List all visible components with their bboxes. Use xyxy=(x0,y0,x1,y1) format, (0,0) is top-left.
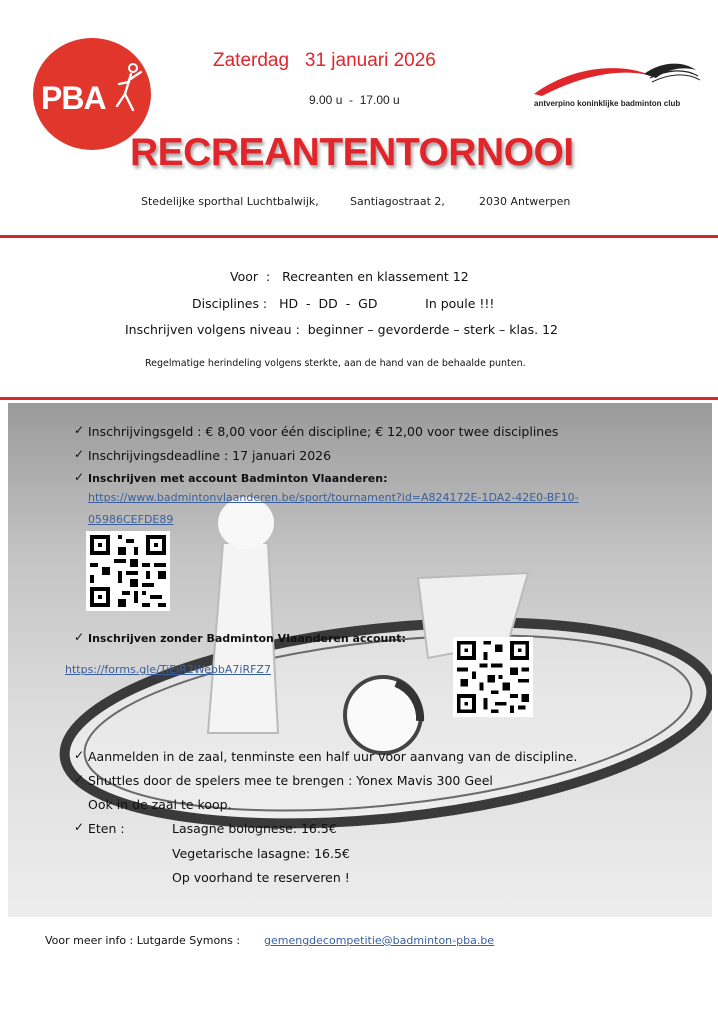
contact-email-link[interactable]: gemengdecompetitie@badminton-pba.be xyxy=(264,934,495,947)
without-account-item: Inschrijven zonder Badminton Vlaanderen account: xyxy=(88,632,406,645)
deadline-item: Inschrijvingsdeadline : 17 januari 2026 xyxy=(88,448,332,463)
check-icon: ✓ xyxy=(74,447,85,461)
event-date: Zaterdag 31 januari 2026 xyxy=(213,50,436,71)
check-icon: ✓ xyxy=(74,630,85,644)
food-option-1: Lasagne bolognese: 16.5€ xyxy=(172,821,337,836)
audience-line: Voor : Recreanten en klassement 12 xyxy=(230,269,469,284)
registration-link-continued[interactable]: 05986CEFDE89 xyxy=(88,513,174,526)
checkin-item: Aanmelden in de zaal, tenminste een half uur voor aanvang van de discipline. xyxy=(88,749,578,764)
tournament-title: RECREANTENTORNOOI xyxy=(130,131,574,174)
food-label: Eten : xyxy=(88,821,125,836)
venue-city: 2030 Antwerpen xyxy=(479,195,571,208)
food-option-2: Vegetarische lasagne: 16.5€ xyxy=(172,846,350,861)
check-icon: ✓ xyxy=(74,772,85,786)
disciplines-line: Disciplines : HD - DD - GD In poule !!! xyxy=(192,296,495,311)
with-account-item: Inschrijven met account Badminton Vlaanderen: xyxy=(88,472,388,485)
venue-hall: Stedelijke sporthal Luchtbalwijk, xyxy=(141,195,319,208)
forms-link[interactable]: https://forms.gle/TiEiR2WebbA7iRFZ7 xyxy=(65,663,271,676)
shuttles-item: Shuttles door de spelers mee te brengen : Yonex Mavis 300 Geel xyxy=(88,773,493,788)
badminton-player-icon xyxy=(111,60,145,120)
check-icon: ✓ xyxy=(74,820,85,834)
contact-label: Voor meer info : Lutgarde Symons : xyxy=(45,934,241,947)
fee-item: Inschrijvingsgeld : € 8,00 voor één discipline; € 12,00 voor twee disciplines xyxy=(88,424,559,439)
badminton-photo-background xyxy=(8,403,712,917)
food-reservation-note: Op voorhand te reserveren ! xyxy=(172,870,350,885)
check-icon: ✓ xyxy=(74,423,85,437)
check-icon: ✓ xyxy=(74,470,85,484)
shuttles-sale-item: Ook in de zaal te koop. xyxy=(88,797,232,812)
venue-street: Santiagostraat 2, xyxy=(350,195,445,208)
check-icon: ✓ xyxy=(74,748,85,762)
divider-bottom xyxy=(0,397,718,400)
regrouping-note: Regelmatige herindeling volgens sterkte, aan de hand van de behaalde punten. xyxy=(145,358,526,369)
registration-link[interactable]: https://www.badmintonvlaanderen.be/sport/tournament?id=A824172E-1DA2-42E0-BF10- xyxy=(88,491,579,504)
qr-code[interactable] xyxy=(86,531,170,611)
club-name: antverpino koninklijke badminton club xyxy=(534,99,681,108)
qr-code[interactable] xyxy=(453,637,533,717)
logo-text: PBA xyxy=(41,80,106,116)
event-time: 9.00 u - 17.00 u xyxy=(309,93,400,107)
divider-top xyxy=(0,235,718,238)
level-line: Inschrijven volgens niveau : beginner – gevorderde – sterk – klas. 12 xyxy=(125,322,559,337)
